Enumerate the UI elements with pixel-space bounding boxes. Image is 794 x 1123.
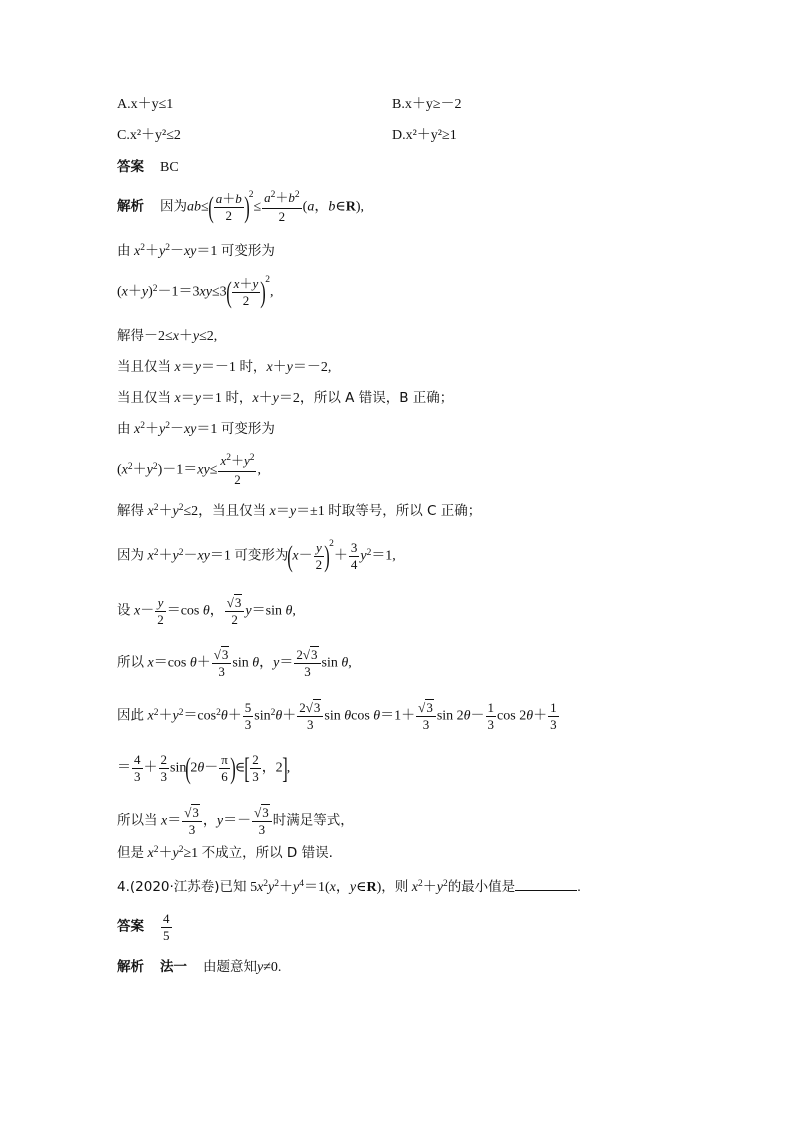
answer-line bbox=[117, 161, 179, 175]
analysis-line-14: ＝ $\frac{4}{3}$ ＋ $\frac{2}{3}$ sin(2θ－ $\frac{\pi}{6}$ )∈[ $\frac{2}{3}$ ，2], bbox=[117, 751, 291, 785]
analysis-line-8: $(x^2+y^2)-1=xy\le$ $\frac{x^2+y^2}{2}$ , bbox=[117, 453, 261, 487]
analysis-line-16: 但是 $x^2+y^2\ge 1$ 不成立，所以 D 错误. bbox=[117, 845, 333, 861]
analysis-line-12: 所以 x＝cos θ＋ $\frac{√3}{3}$ sin θ，y＝ $\frac{2√3}{3}$ sin θ, bbox=[117, 647, 352, 679]
option-b: B.x＋y≥－2 bbox=[392, 97, 462, 112]
analysis-line-13: 因此 $x^2+y^2=\cos^2\theta+$ $\frac{5}{3}$ $\sin^2\theta+$ $\frac{2√3}{3}$ sin θcos θ＝1＋ $\frac{√3}{3}$ sin 2θ－ $\frac{1}{3}$ cos 2θ＋ $\frac{1}{3}$ bbox=[117, 700, 557, 732]
question-4: 4.(2020·江苏卷)已知 $5x^2y^2+y^4=1(x$，y∈R)，则 $x^2+y^2$的最小值是 . bbox=[117, 879, 581, 895]
analysis-line-11: 设 x－ $\frac{y}{2}$ ＝cos θ， $\frac{√3}{2}$ y＝sin θ, bbox=[117, 595, 296, 627]
q4-analysis-line: 解析 法一 由题意知y≠0. bbox=[117, 959, 282, 975]
analysis-line-9: 解得 $x^2+y^2\le 2$，当且仅当 x＝y＝±1 时取等号，所以 C 正确； bbox=[117, 503, 482, 519]
analysis-line-5: 当且仅当 x＝y＝－1 时，x＋y＝－2, bbox=[117, 359, 332, 375]
analysis-line-2: 由 $x^2+y^2-xy=1$ 可变形为 bbox=[117, 243, 275, 259]
answer-label: 答案 bbox=[117, 159, 144, 175]
analysis-line-3: $(x+y)^2-1=3xy\le 3$( $\frac{x+y}{2}$ )$^2$, bbox=[117, 274, 274, 309]
q4-answer-line: 答案 $\frac{4}{5}$ bbox=[117, 911, 170, 943]
option-c: C.x²＋y²≤2 bbox=[117, 128, 181, 143]
answer-value: BC bbox=[160, 160, 179, 175]
analysis-line-6: 当且仅当 x＝y＝1 时，x＋y＝2，所以 A 错误，B 正确； bbox=[117, 390, 454, 406]
option-a: A.x＋y≤1 bbox=[117, 97, 174, 112]
analysis-line-4: 解得－2≤x＋y≤2, bbox=[117, 328, 218, 344]
option-d: D.x²＋y²≥1 bbox=[392, 128, 457, 143]
analysis-line-1: 解析 因为ab≤( $\frac{a+b}{2}$ )$^2$≤ $\frac{a^2+b^2}{2}$ (a，b∈R), bbox=[117, 189, 364, 224]
analysis-label: 解析 bbox=[117, 198, 144, 215]
analysis-line-7: 由 $x^2+y^2-xy=1$ 可变形为 bbox=[117, 421, 275, 437]
answer-blank bbox=[515, 878, 577, 891]
analysis-line-15: 所以当 x＝ $\frac{√3}{3}$ ，y＝－ $\frac{√3}{3}$ 时满足等式， bbox=[117, 805, 354, 837]
analysis-line-10: 因为 $x^2+y^2-xy=1$ 可变形为(x－ $\frac{y}{2}$ )$^2$＋ $\frac{3}{4}$ $y^2=1$, bbox=[117, 538, 396, 573]
